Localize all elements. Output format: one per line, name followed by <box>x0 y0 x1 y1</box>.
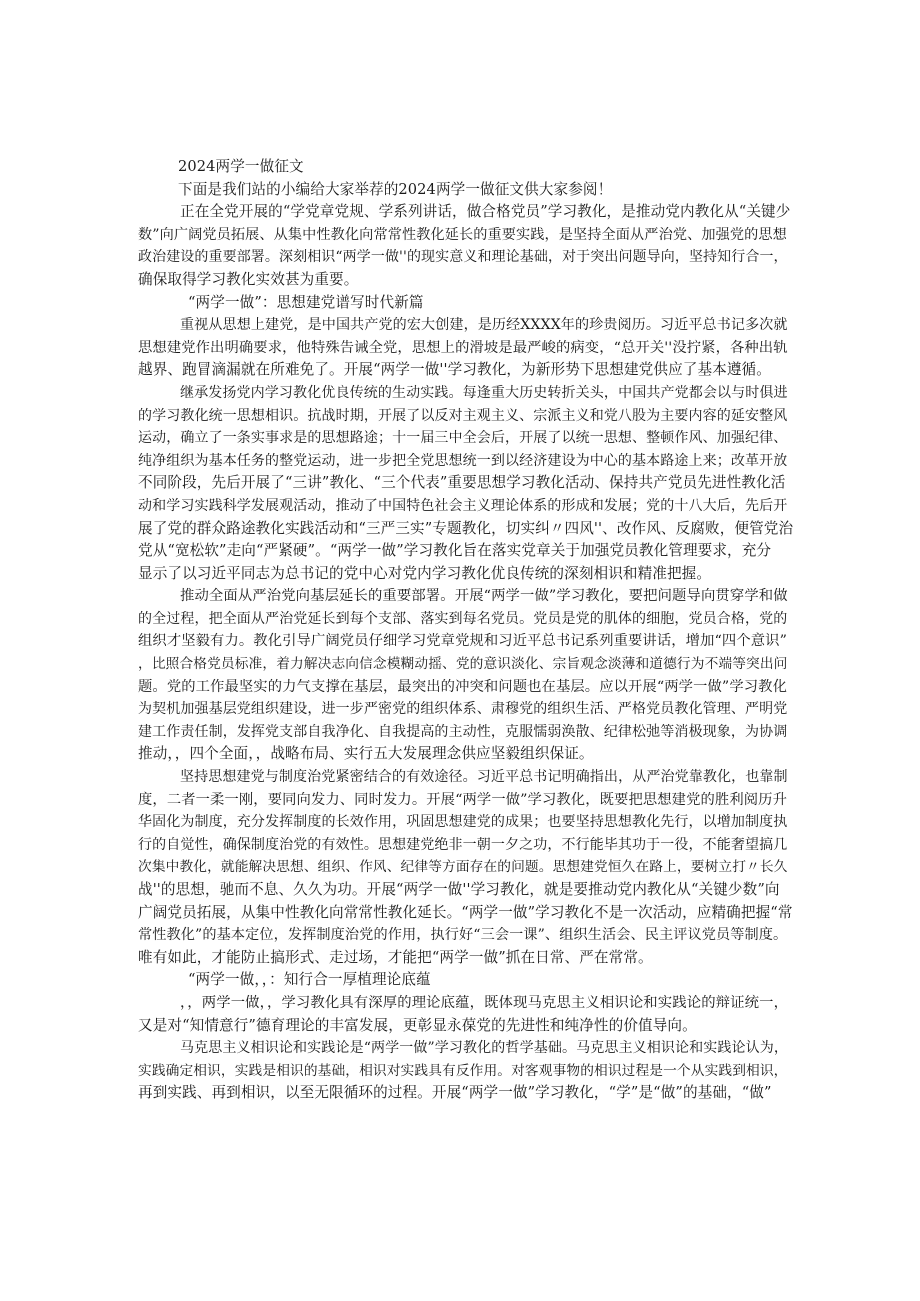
text-line: 的学习教化统一思想相识。抗战时期，开展了以反对主观主义、宗派主义和党八股为主要内容的延安整风 <box>138 407 788 424</box>
text-line: 重视从思想上建党，是中国共产党的宏大创建，是历经XXXX年的珍贵阅历。习近平总书记多次就 <box>180 317 788 334</box>
text-line: “两学一做”：思想建党谱写时代新篇 <box>188 293 424 311</box>
text-line: 纯净组织为基本任务的整党运动，进一步把全党思想统一到以经济建设为中心的基本路途上来；改革开放 <box>138 452 788 469</box>
text-line: “两学一做，，：知行合一厚植理论底蕴 <box>188 971 431 989</box>
text-line: 实践确定相识，实践是相识的基础，相识对实践具有反作用。对客观事物的相识过程是一个从实践到相识， <box>138 1062 788 1079</box>
text-line: ，比照合格党员标准，着力解决志向信念模糊动摇、党的意识淡化、宗旨观念淡薄和道德行为不端等突出问 <box>138 656 788 673</box>
text-line: 的全过程，把全面从严治党延长到每个支部、落实到每名党员。党员是党的肌体的细胞，党员合格，党的 <box>138 610 788 627</box>
document-body <box>138 201 794 1105</box>
text-line: 显示了以习近平同志为总书记的党中心对党内学习教化优良传统的深刻相识和精准把握。 <box>138 564 712 582</box>
text-line: 继承发扬党内学习教化优良传统的生动实践。每逢重大历史转折关头，中国共产党都会以与时俱进 <box>180 384 788 401</box>
text-line: ，，两学一做，，学习教化具有深厚的理论底蕴，既体现马克思主义相识论和实践论的辩证统一， <box>180 994 789 1011</box>
text-line: 坚持思想建党与制度治党紧密结合的有效途径。习近平总书记明确指出，从严治党靠教化，也靠制 <box>180 769 788 786</box>
document-page <box>138 156 794 1105</box>
text-line: 度，二者一柔一刚，要同向发力、同时发力。开展“两学一做”学习教化，既要把思想建党的胜利阅历升 <box>138 791 787 808</box>
text-line: 数”向广阔党员拓展、从集中性教化向常常性教化延长的重要实践，是坚持全面从严治党、加强党的思想 <box>138 226 787 243</box>
document-title: 2024两学一做征文 <box>178 158 304 175</box>
text-line: 广阔党员拓展，从集中性教化向常常性教化延长。“两学一做”学习教化不是一次活动，应精确把握“常 <box>138 903 793 921</box>
text-line: 题。党的工作最坚实的力气支撑在基层，最突出的冲突和问题也在基层。应以开展“两学一做”学习教化 <box>138 678 787 695</box>
text-line: 建工作责任制，发挥党支部自我净化、自我提高的主动性，克服懦弱涣散、纪律松弛等消极现象，为协调 <box>138 723 788 740</box>
text-line: 行的自觉性，确保制度治党的有效性。思想建党绝非一朝一夕之功，不行能毕其功于一役，不能奢望搞几 <box>138 836 788 853</box>
text-line: 党从“宽松软”走向“严紧硬”。“两学一做”学习教化旨在落实党章关于加强党员教化管理要求，充分 <box>138 542 772 560</box>
text-line: 确保取得学习教化实效甚为重要。 <box>138 270 359 288</box>
text-line: 为契机加强基层党组织建设，进一步严密党的组织体系、肃穆党的组织生活、严格党员教化管理、严明党 <box>138 701 788 718</box>
text-line: 战''的思想，驰而不息、久久为功。开展“两学一做''学习教化，就是要推动党内教化从“关键少数”向 <box>138 881 780 898</box>
text-line: 组织才坚毅有力。教化引导广阔党员仔细学习党章党规和习近平总书记系列重要讲话，增加“四个意识” <box>138 633 787 650</box>
text-line: 马克思主义相识论和实践论是“两学一做”学习教化的哲学基础。马克思主义相识论和实践论认为， <box>180 1040 789 1057</box>
text-line: 推动，，四个全面，，战略布局、实行五大发展理念供应坚毅组织保证。 <box>138 745 594 763</box>
text-line: 越界、跑冒滴漏就在所难免了。开展“两学一做''学习教化，为新形势下思想建党供应了基本遵循。 <box>138 361 771 379</box>
text-line: 次集中教化，就能解决思想、组织、作风、纪律等方面存在的问题。思想建党恒久在路上，要树立打〃长久 <box>138 859 788 876</box>
text-line: 常性教化”的基本定位，发挥制度治党的作用，执行好“三会一课”、组织生活会、民主评议党员等制度。 <box>138 927 788 944</box>
text-line: 运动，确立了一条实事求是的思想路途；十一届三中全会后，开展了以统一思想、整顿作风、加强纪律、 <box>138 430 788 447</box>
document-intro: 下面是我们站的小编给大家举荐的2024两学一做征文供大家参阅！ <box>178 180 613 198</box>
text-line: 不同阶段，先后开展了“三讲”教化、“三个代表”重要思想学习教化活动、保持共产党员先进性教化活 <box>138 474 786 492</box>
text-line: 再到实践、再到相识，以至无限循环的过程。开展“两学一做”学习教化，“学”是“做”的基础，“做” <box>138 1084 772 1102</box>
text-line: 推动全面从严治党向基层延长的重要部署。开展“两学一做”学习教化，要把问题导向贯穿学和做 <box>180 588 788 605</box>
text-line: 又是对“知情意行”德育理论的丰富发展，更彰显永葆党的先进性和纯净性的价值导向。 <box>138 1016 697 1034</box>
text-line: 展了党的群众路途教化实践活动和“三严三实”专题教化，切实纠〃四风''、改作风、反腐败，便管党治 <box>138 519 794 537</box>
text-line: 华固化为制度，充分发挥制度的长效作用，巩固思想建党的成果；也要坚持思想教化先行，以增加制度执 <box>138 814 788 831</box>
text-line: 正在全党开展的“学党章党规、学系列讲话，做合格党员”学习教化，是推动党内教化从“关键少 <box>180 203 791 221</box>
text-line: 动和学习实践科学发展观活动，推动了中国特色社会主义理论体系的形成和发展；党的十八大后，先后开 <box>138 497 788 514</box>
text-line: 唯有如此，才能防止搞形式、走过场，才能把“两学一做”抓在日常、严在常常。 <box>138 948 653 966</box>
text-line: 政治建设的重要部署。深刻相识“两学一做''的现实意义和理论基础，对于突出问题导向，坚持知行合一， <box>138 249 788 266</box>
text-line: 思想建党作出明确要求，他特殊告诫全党，思想上的滑坡是最严峻的病变，“总开关''没拧紧，各种出轨 <box>138 339 788 356</box>
